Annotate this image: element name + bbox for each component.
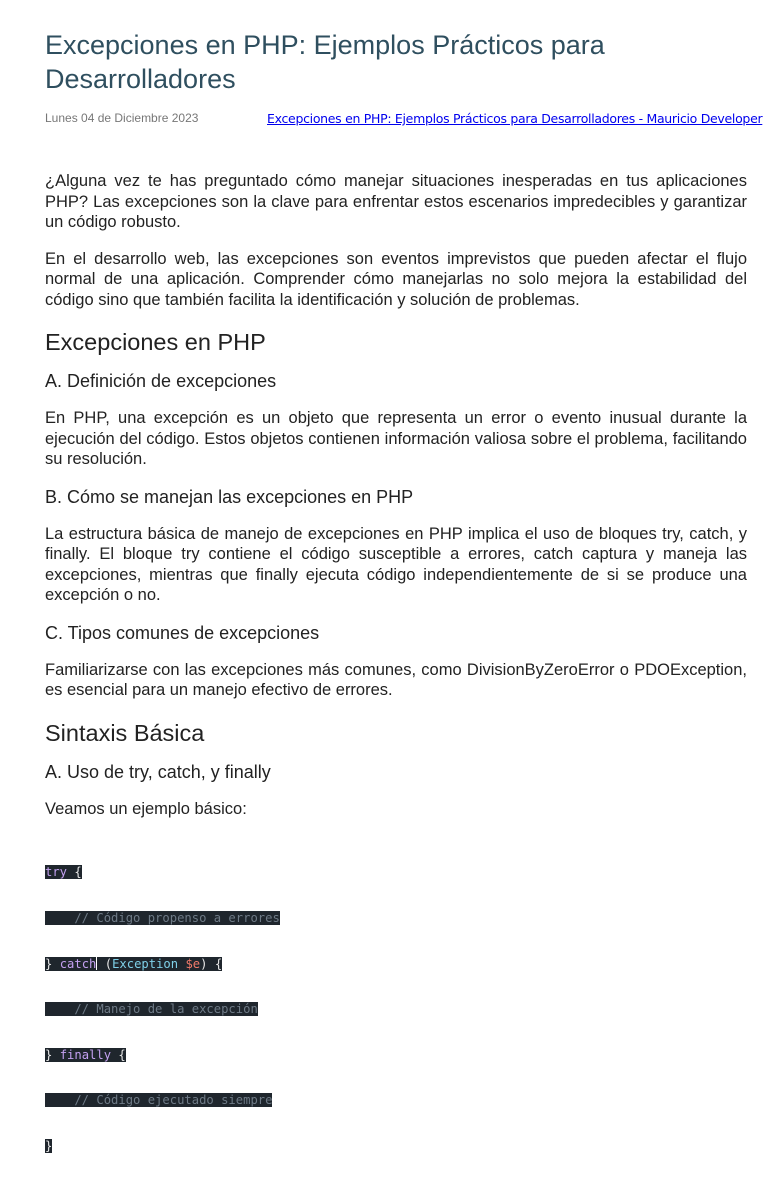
code-comment: // Código ejecutado siempre [45,1093,273,1108]
paragraph-definicion: En PHP, una excepción es un objeto que representa un error o evento inusual durante la ejecución del código. Estos objetos contienen información valiosa sobre el problema, facilitando su resolución. [45,409,747,468]
article-body [45,171,747,1185]
paragraph-tipos: Familiarizarse con las excepciones más comunes, como DivisionByZeroError o PDOException, es esencial para un manejo efectivo de errores. [45,660,747,699]
code-line: } [45,1139,53,1154]
paragraph-manejo: La estructura básica de manejo de excepciones en PHP implica el uso de bloques try, catch, y finally. El bloque try contiene el código susceptible a errores, catch captura y maneja las excepciones, mientras que finally ejecuta código independientemente de si se produce una excepción o no. [45,524,747,604]
publish-date: Lunes 04 de Diciembre 2023 [45,111,199,125]
section-heading-sintaxis: Sintaxis Básica [45,719,205,746]
paragraph-ejemplo: Veamos un ejemplo básico: [45,799,247,818]
code-keyword-catch: catch [59,956,97,971]
article-title: Excepciones en PHP: Ejemplos Prácticos para Desarrolladores [45,30,605,94]
code-class-exception: Exception [112,956,179,971]
code-line: } catch (Exception $e) { [45,956,223,971]
code-comment: // Manejo de la excepción [45,1002,258,1017]
intro-paragraph-1: ¿Alguna vez te has preguntado cómo manejar situaciones inesperadas en tus aplicaciones PHP? Las excepciones son la clave para enfrentar estos escenarios impredecibles y garantizar un código robusto. [45,172,747,231]
article [45,28,763,1185]
code-keyword-finally: finally [59,1047,112,1062]
section-heading-excepciones: Excepciones en PHP [45,329,266,355]
code-line [45,1002,747,1017]
intro-paragraph-2: En el desarrollo web, las excepciones son eventos imprevistos que pueden afectar el flujo normal de una aplicación. Comprender cómo manejarlas no solo mejora la estabilidad del código sino que también facilita la identificación y solución de problemas. [45,249,747,309]
subheading-definicion: A. Definición de excepciones [45,371,277,391]
code-line [45,911,747,926]
subheading-uso: A. Uso de try, catch, y finally [45,761,271,782]
code-block[interactable] [45,835,747,1185]
article-meta [45,111,763,131]
subheading-manejo: B. Cómo se manejan las excepciones en PHP [45,486,414,507]
subheading-tipos: C. Tipos comunes de excepciones [45,622,320,643]
code-line: try { [45,865,82,880]
code-comment: // Código propenso a errores [45,911,280,926]
code-keyword-try: try [45,865,68,880]
code-line [45,1093,747,1108]
source-link[interactable]: Excepciones en PHP: Ejemplos Prácticos para Desarrolladores - Mauricio Developer [267,111,763,126]
code-variable: $e [185,956,201,971]
code-line: } finally { [45,1047,126,1062]
